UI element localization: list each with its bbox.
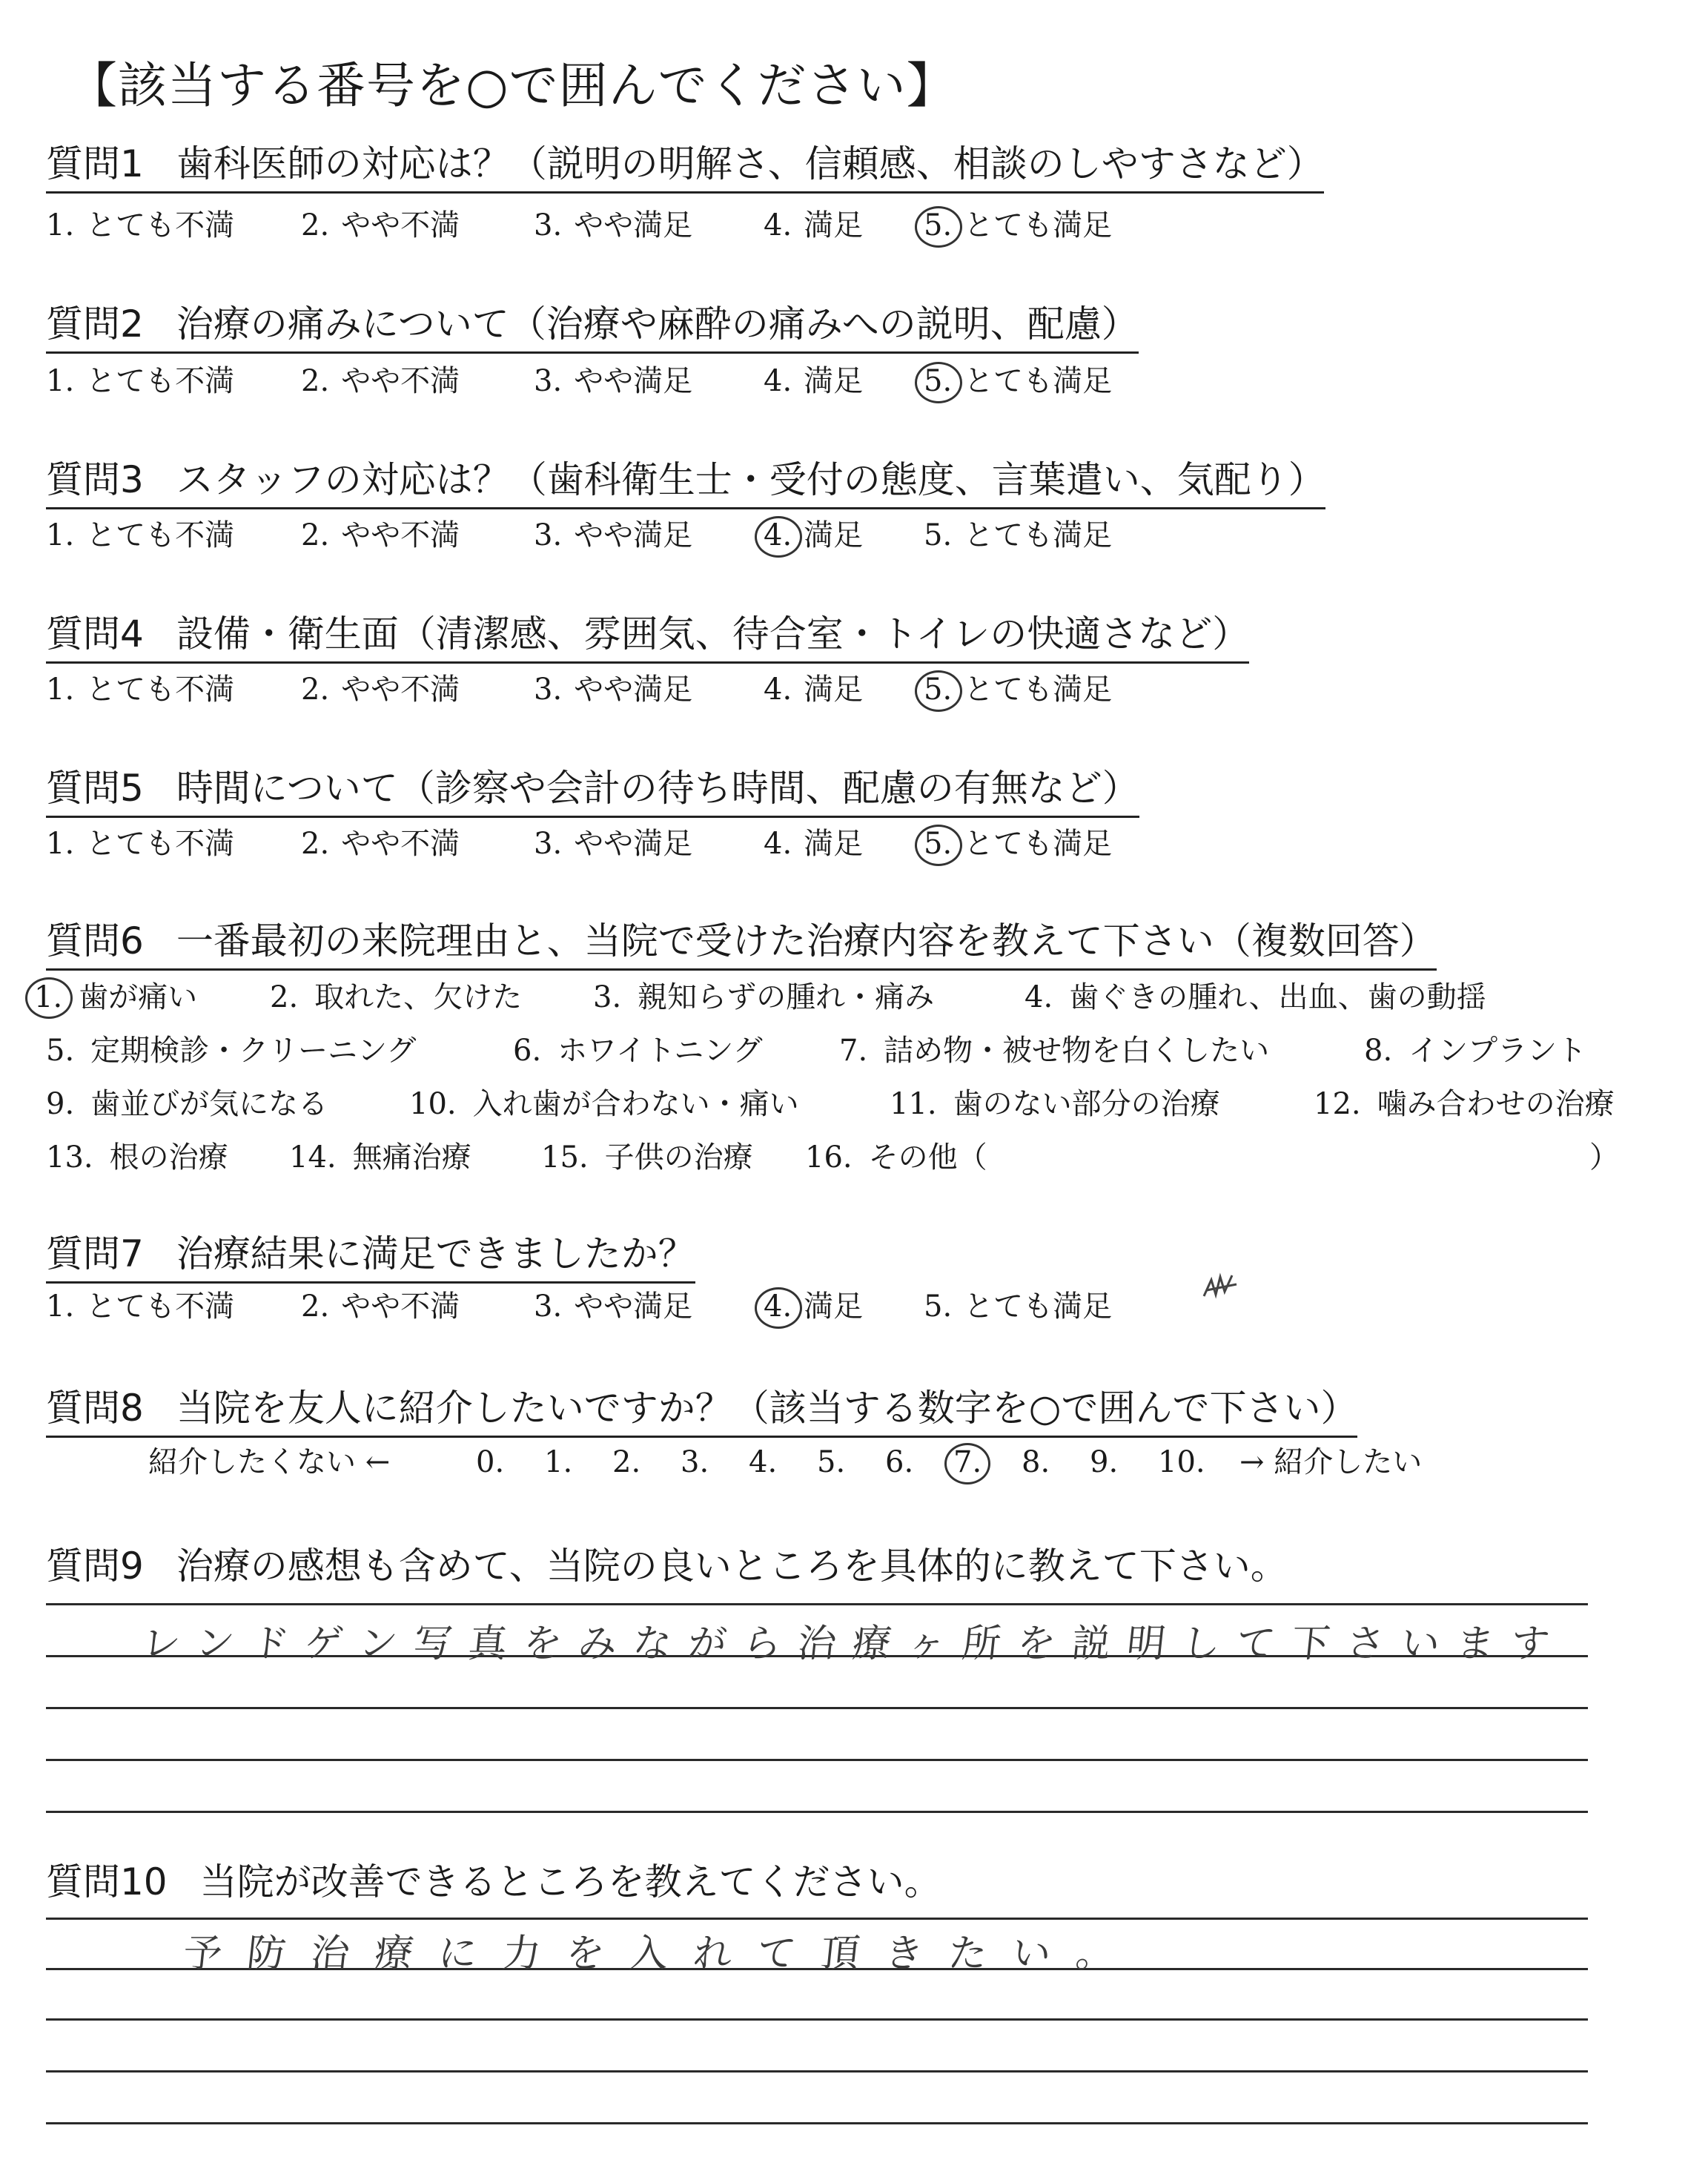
- q6-option: 8. インプラント: [1364, 1034, 1587, 1068]
- rating-option-selected: [924, 669, 1112, 710]
- answer-line: [46, 2018, 1588, 2021]
- scale-value: 0.: [476, 1445, 505, 1479]
- rating-option-selected: [764, 515, 863, 556]
- option-number: 2.: [301, 827, 330, 861]
- rating-option-selected: [924, 205, 1112, 246]
- scale-right-label: → 紹介したい: [1239, 1445, 1423, 1479]
- scale-value: 3.: [681, 1445, 709, 1479]
- option-label: とても満足: [964, 208, 1113, 242]
- scale-left-label: 紹介したくない ←: [148, 1445, 391, 1479]
- scale-value-selected: 7.: [953, 1441, 982, 1483]
- question-number: 質問6: [46, 919, 144, 962]
- option-label: やや満足: [574, 208, 693, 242]
- option-label: とても不満: [86, 673, 235, 707]
- q6-option: 7. 詰め物・被せ物を白くしたい: [839, 1034, 1270, 1068]
- answer-line: [46, 2122, 1588, 2124]
- option-number: 1.: [46, 827, 75, 861]
- option-number: 4.: [764, 364, 792, 398]
- q6-option: 9. 歯並びが気になる: [46, 1087, 328, 1121]
- option-label: とても不満: [86, 364, 235, 398]
- handwritten-answer: 予防治療に力を入れて頂きたい。: [181, 1932, 1142, 1976]
- option-number: 3.: [534, 364, 563, 398]
- question-number: 質問10: [46, 1860, 168, 1903]
- question-number: 質問7: [46, 1232, 144, 1275]
- rating-option: [764, 360, 863, 402]
- option-label: とても不満: [86, 827, 235, 861]
- rating-option: [46, 205, 234, 246]
- scale-value: 1.: [544, 1445, 573, 1479]
- question-number: 質問8: [46, 1387, 144, 1430]
- option-label: やや不満: [341, 827, 460, 861]
- option-number: 3.: [534, 1289, 563, 1324]
- rating-option: [534, 205, 692, 246]
- option-number: 2.: [301, 1289, 330, 1324]
- question-text: 治療結果に満足できましたか？: [176, 1232, 695, 1275]
- option-label: 満足: [804, 518, 864, 552]
- rating-option: [301, 205, 460, 246]
- option-label: とても満足: [964, 673, 1113, 707]
- q6-option: 3. 親知らずの腫れ・痛み: [593, 980, 935, 1014]
- question-5-title: [46, 764, 1139, 818]
- question-number: 質問9: [46, 1545, 144, 1588]
- question-9-title: [46, 1536, 1288, 1590]
- question-3-title: [46, 455, 1325, 509]
- answer-line: [46, 1811, 1588, 1813]
- rating-option: [301, 360, 460, 402]
- option-number: 4.: [764, 1286, 792, 1327]
- scale-value: 6.: [885, 1445, 914, 1479]
- option-number: 1.: [46, 673, 75, 707]
- q6-option: 1. 歯が痛い: [34, 976, 197, 1019]
- answer-line: [46, 1918, 1588, 1920]
- question-8-title: [46, 1384, 1357, 1438]
- option-number: 5.: [924, 669, 952, 710]
- option-number: 2.: [301, 364, 330, 398]
- question-text: 一番最初の来院理由と、当院で受けた治療内容を教えて下さい（複数回答）: [176, 919, 1437, 962]
- pen-mark-scribble: [1199, 1269, 1242, 1307]
- option-number: 5.: [924, 205, 952, 246]
- rating-option: [46, 515, 234, 556]
- rating-option: [534, 669, 692, 710]
- scale-value: 9.: [1090, 1445, 1119, 1479]
- rating-option: [301, 1286, 460, 1327]
- scale-value: 8.: [1022, 1445, 1050, 1479]
- q6-option: 12. 噛み合わせの治療: [1314, 1087, 1615, 1121]
- rating-option-selected: [924, 360, 1112, 402]
- handwritten-answer: レンドゲン写真をみながら治療ヶ所を説明して下さいます: [139, 1622, 1569, 1666]
- question-text: 当院が改善できるところを教えてください。: [199, 1860, 941, 1903]
- rating-option: [534, 1286, 692, 1327]
- rating-option: [924, 515, 1112, 556]
- option-label: やや不満: [341, 208, 460, 242]
- option-label: やや満足: [574, 673, 693, 707]
- option-number: 1.: [46, 1289, 75, 1324]
- question-text: スタッフの対応は？（歯科衛生士・受付の態度、言葉遣い、気配り）: [176, 458, 1325, 501]
- option-label: とても不満: [86, 208, 235, 242]
- question-number: 質問1: [46, 142, 144, 185]
- q6-option: 10. 入れ歯が合わない・痛い: [409, 1087, 799, 1121]
- option-number: 3.: [534, 673, 563, 707]
- option-label: 満足: [804, 364, 864, 398]
- option-number: 5.: [924, 518, 953, 552]
- rating-option: [46, 823, 234, 865]
- option-label: やや不満: [341, 673, 460, 707]
- q6-option: 15. 子供の治療: [541, 1140, 753, 1175]
- question-text: 設備・衛生面（清潔感、雰囲気、待合室・トイレの快適さなど）: [176, 612, 1250, 655]
- option-label: 満足: [804, 1289, 864, 1324]
- q6-option: 6. ホワイトニング: [513, 1034, 763, 1068]
- q6-option: 16. その他（: [805, 1140, 987, 1175]
- option-number: 4.: [764, 673, 792, 707]
- option-label: 満足: [804, 827, 864, 861]
- option-number: 5.: [924, 360, 952, 402]
- page-title: 【該当する番号を○で囲んでください】: [68, 57, 956, 114]
- q6-option: 2. 取れた、欠けた: [270, 980, 523, 1014]
- option-number: 5.: [924, 823, 952, 865]
- option-label: やや満足: [574, 518, 693, 552]
- option-label: とても不満: [86, 1289, 235, 1324]
- rating-option: [46, 669, 234, 710]
- q6-option: 4. 歯ぐきの腫れ、出血、歯の動揺: [1025, 980, 1486, 1014]
- rating-option: [46, 360, 234, 402]
- option-number: 3.: [534, 827, 563, 861]
- q6-option: 5. 定期検診・クリーニング: [46, 1034, 417, 1068]
- scale-value: 2.: [612, 1445, 641, 1479]
- question-number: 質問3: [46, 458, 144, 501]
- answer-line: [46, 1759, 1588, 1761]
- q6-option: 13. 根の治療: [46, 1140, 228, 1175]
- option-label: 満足: [804, 673, 864, 707]
- option-number: 2.: [301, 208, 330, 242]
- option-number: 1.: [46, 208, 75, 242]
- question-text: 当院を友人に紹介したいですか？（該当する数字を○で囲んで下さい）: [176, 1387, 1358, 1430]
- option-label: とても満足: [964, 1289, 1113, 1324]
- rating-option: [301, 669, 460, 710]
- question-text: 歯科医師の対応は？（説明の明解さ、信頼感、相談のしやすさなど）: [176, 142, 1324, 185]
- rating-option: [301, 823, 460, 865]
- rating-option: [764, 205, 863, 246]
- rating-option: [301, 515, 460, 556]
- rating-option: [534, 823, 692, 865]
- option-label: やや不満: [341, 518, 460, 552]
- option-label: やや不満: [341, 1289, 460, 1324]
- option-number: 1.: [46, 518, 75, 552]
- q6-option: 14. 無痛治療: [289, 1140, 471, 1175]
- option-number: 5.: [924, 1289, 953, 1324]
- option-number: 2.: [301, 673, 330, 707]
- rating-option: [46, 1286, 234, 1327]
- q6-option: 11. 歯のない部分の治療: [890, 1087, 1220, 1121]
- question-4-title: [46, 610, 1249, 664]
- option-number: 4.: [764, 515, 792, 556]
- question-1-title: [46, 139, 1324, 194]
- option-label: 満足: [804, 208, 864, 242]
- question-6-title: [46, 916, 1437, 971]
- answer-line: [46, 1707, 1588, 1709]
- option-label: とても満足: [964, 364, 1113, 398]
- option-label: やや満足: [574, 364, 693, 398]
- option-number: 3.: [534, 518, 563, 552]
- question-number: 質問5: [46, 767, 144, 810]
- option-label: やや満足: [574, 827, 693, 861]
- question-number: 質問4: [46, 612, 144, 655]
- option-number: 4.: [764, 827, 792, 861]
- answer-line: [46, 2070, 1588, 2073]
- question-text: 治療の感想も含めて、当院の良いところを具体的に教えて下さい。: [176, 1545, 1288, 1588]
- question-text: 治療の痛みについて（治療や麻酔の痛みへの説明、配慮）: [176, 303, 1139, 346]
- option-number: 4.: [764, 208, 792, 242]
- rating-option: [534, 360, 692, 402]
- rating-option: [764, 669, 863, 710]
- option-label: とても満足: [964, 518, 1113, 552]
- scale-value: 4.: [749, 1445, 778, 1479]
- question-2-title: [46, 300, 1139, 354]
- scale-value: 10.: [1158, 1445, 1205, 1479]
- question-7-title: [46, 1229, 695, 1284]
- option-label: やや不満: [341, 364, 460, 398]
- rating-option-selected: [924, 823, 1112, 865]
- q6-other-close: ）: [1589, 1140, 1619, 1175]
- question-text: 時間について（診察や会計の待ち時間、配慮の有無など）: [176, 767, 1139, 810]
- option-number: 2.: [301, 518, 330, 552]
- question-10-title: [46, 1852, 941, 1906]
- question-number: 質問2: [46, 303, 144, 346]
- option-label: とても不満: [86, 518, 235, 552]
- answer-line: [46, 1603, 1588, 1605]
- option-label: やや満足: [574, 1289, 693, 1324]
- scale-value: 5.: [817, 1445, 846, 1479]
- option-label: とても満足: [964, 827, 1113, 861]
- rating-option: [924, 1286, 1112, 1327]
- option-number: 1.: [46, 364, 75, 398]
- rating-option: [534, 515, 692, 556]
- rating-option: [764, 823, 863, 865]
- option-number: 3.: [534, 208, 563, 242]
- rating-option-selected: [764, 1286, 863, 1327]
